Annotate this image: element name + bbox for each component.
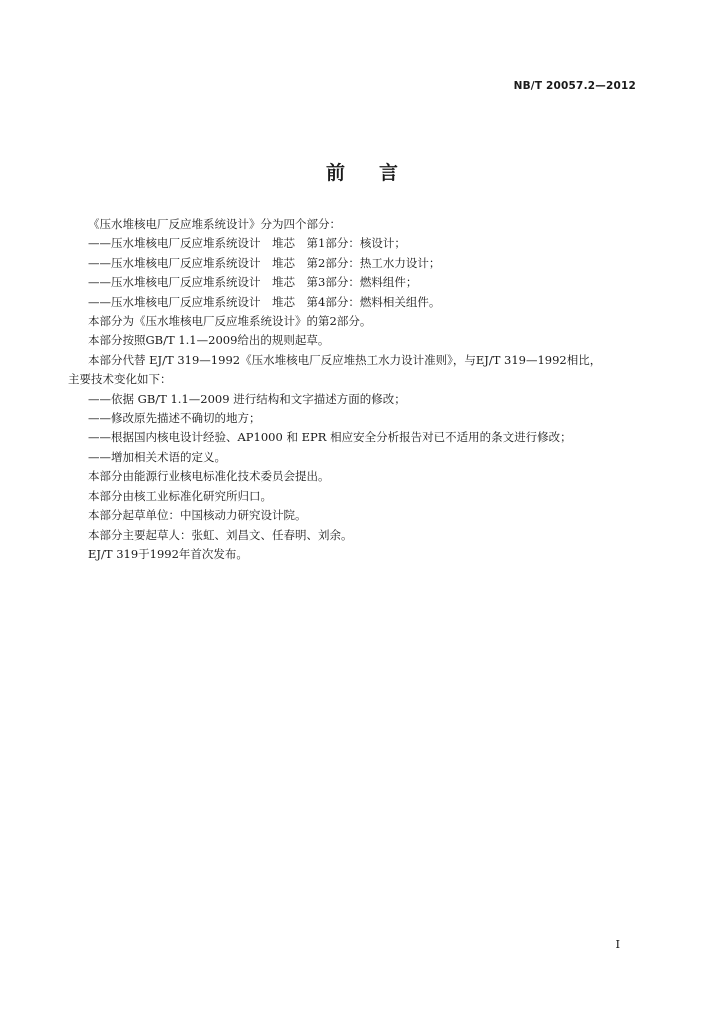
list-item: ——压水堆核电厂反应堆系统设计 堆芯 第2部分：热工水力设计； <box>88 255 441 270</box>
paragraph-line: 本部分主要起草人：张虹、刘昌文、任春明、刘余。 <box>88 527 353 542</box>
page-number: I <box>615 937 620 951</box>
foreword-body <box>68 215 643 564</box>
list-item: ——依据 GB/T 1.1—2009 进行结构和文字描述方面的修改； <box>88 391 406 406</box>
list-item: ——修改原先描述不确切的地方； <box>88 411 261 426</box>
list-item: ——压水堆核电厂反应堆系统设计 堆芯 第3部分：燃料组件； <box>88 275 418 290</box>
paragraph-line: 本部分由能源行业核电标准化技术委员会提出。 <box>88 469 330 484</box>
page-title: 前言 <box>325 162 432 184</box>
paragraph-line: 主要技术变化如下： <box>68 372 172 387</box>
list-item: ——压水堆核电厂反应堆系统设计 堆芯 第1部分：核设计； <box>88 236 406 251</box>
list-item: ——根据国内核电设计经验、AP1000 和 EPR 相应安全分析报告对已不适用的条文进行修改； <box>88 430 572 445</box>
paragraph-line: 本部分按照GB/T 1.1—2009给出的规则起草。 <box>88 333 330 348</box>
paragraph-line: 本部分由核工业标准化研究所归口。 <box>88 488 272 503</box>
list-item: ——增加相关术语的定义。 <box>88 449 226 464</box>
paragraph-line: 《压水堆核电厂反应堆系统设计》分为四个部分： <box>88 217 341 231</box>
document-code: NB/T 20057.2—2012 <box>513 80 636 92</box>
list-item: ——压水堆核电厂反应堆系统设计 堆芯 第4部分：燃料相关组件。 <box>88 294 441 309</box>
paragraph-line: 本部分代替 EJ/T 319—1992《压水堆核电厂反应堆热工水力设计准则》，与EJ/T 319—1992相比， <box>88 352 602 367</box>
paragraph-line: EJ/T 319于1992年首次发布。 <box>88 546 248 561</box>
paragraph-line: 本部分起草单位：中国核动力研究设计院。 <box>88 508 307 523</box>
paragraph-line: 本部分为《压水堆核电厂反应堆系统设计》的第2部分。 <box>88 314 372 329</box>
